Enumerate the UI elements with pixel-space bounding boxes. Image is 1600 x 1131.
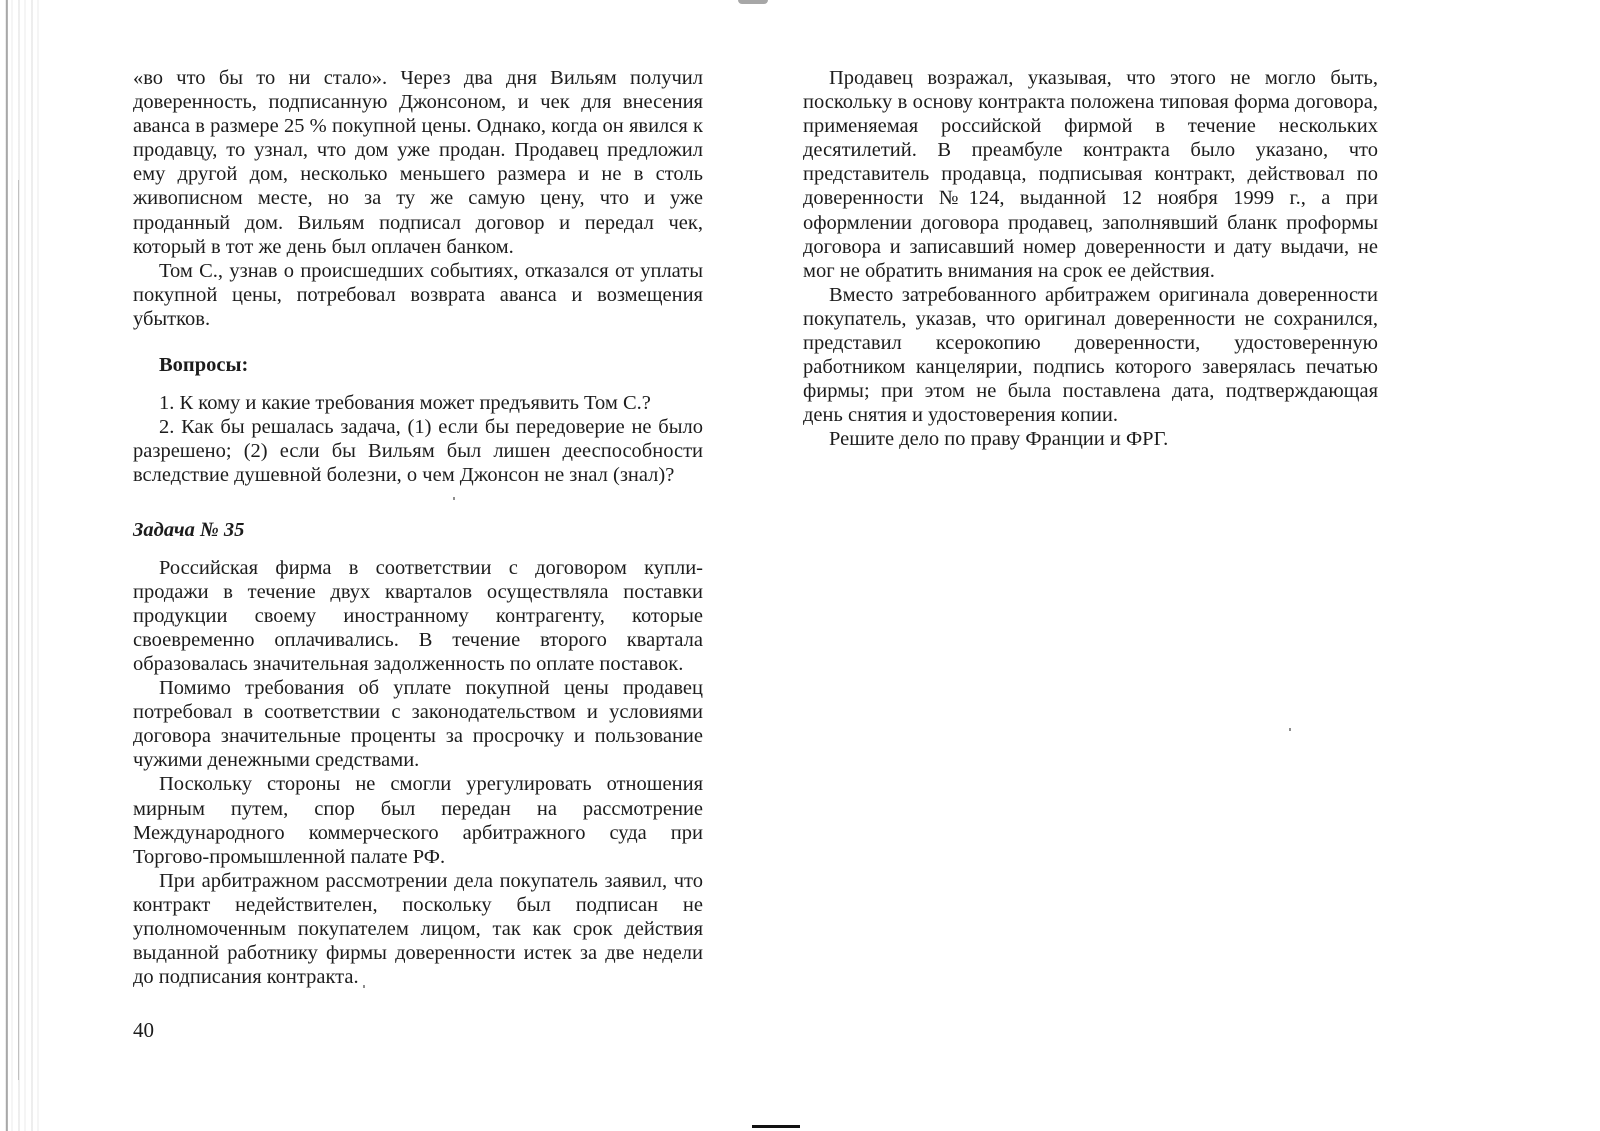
questions-heading: Вопросы:	[159, 354, 249, 377]
scan-speck	[1289, 728, 1291, 731]
scan-top-mark	[738, 0, 768, 4]
question-item: 1. К кому и какие требования может предъявить Том С.?	[159, 392, 651, 415]
paragraph: «во что бы то ни стало». Через два дня Вильям получил доверенность, подписанную Джонсоном, и чек для внесения аванса в размере 25 % покупной цены. Однако, когда он явился к продавцу, то узнал, что дом уже продан. Продавец предложил ему другой дом, несколько меньшего размера и не в столь живописном месте, но за ту же самую цену, что и уже проданный дом. Вильям подписал договор и передал чек, который в тот же день был оплачен банком.	[133, 67, 703, 258]
left-page	[133, 66, 703, 989]
page-number: 40	[133, 1018, 154, 1042]
right-page	[803, 66, 1378, 452]
task-heading: Задача № 35	[133, 518, 245, 541]
paragraph: Продавец возражал, указывая, что этого не могло быть, поскольку в основу контракта положена типовая форма договора, применяемая российской фирмой в течение нескольких десятилетий. В преамбуле контракта было указано, что представитель продавца, подписывая контракт, действовал по доверенности №124, выданной 12 ноября 1999 г., а при оформлении договора продавец, заполнявший бланк проформы договора и записавший номер доверенности и дату выдачи, не мог не обратить внимания на срок ее действия.	[803, 67, 1378, 282]
question-item: 2. Как бы решалась задача, (1) если бы передоверие не было разрешено; (2) если бы Вильям был лишен дееспособности вследствие душевной болезни, о чем Джонсон не знал (знал)?	[133, 416, 703, 487]
scan-speck	[363, 985, 365, 988]
paragraph: Поскольку стороны не смогли урегулировать отношения мирным путем, спор был передан на рассмотрение Международного коммерческого арбитражного суда при Торгово-промышленной палате РФ.	[133, 773, 703, 868]
paragraph: Вместо затребованного арбитражем оригинала доверенности покупатель, указав, что оригинал доверенности не сохранился, представил ксерокопию доверенности, удостоверенную работником канцелярии, подпись которого заверялась печатью фирмы; при этом не была поставлена дата, подтверждающая день снятия и удостоверения копии.	[803, 283, 1378, 427]
paragraph: Решите дело по праву Франции и ФРГ.	[829, 428, 1169, 451]
paragraph: Том С., узнав о происшедших событиях, отказался от уплаты покупной цены, потребовал возврата аванса и возмещения убытков.	[133, 259, 703, 330]
paragraph: При арбитражном рассмотрении дела покупатель заявил, что контракт недействителен, поскольку был подписан не уполномоченным покупателем лицом, так как срок действия выданной работнику фирмы доверенности истек за две недели до подписания контракта.	[133, 869, 703, 989]
scan-speck	[453, 497, 455, 500]
questions-list	[133, 391, 703, 487]
paragraph: Помимо требования об уплате покупной цены продавец потребовал в соответствии с законодательством и условиями договора значительные проценты за просрочку и пользование чужими денежными средствами.	[133, 677, 703, 772]
scan-binding-edge	[0, 0, 40, 1131]
paragraph: Российская фирма в соответствии с договором купли-продажи в течение двух кварталов осуществляла поставки продукции своему иностранному контрагенту, которые своевременно оплачивались. В течение второго квартала образовалась значительная задолженность по оплате поставок.	[133, 556, 703, 675]
scan-bottom-mark	[752, 1125, 800, 1128]
